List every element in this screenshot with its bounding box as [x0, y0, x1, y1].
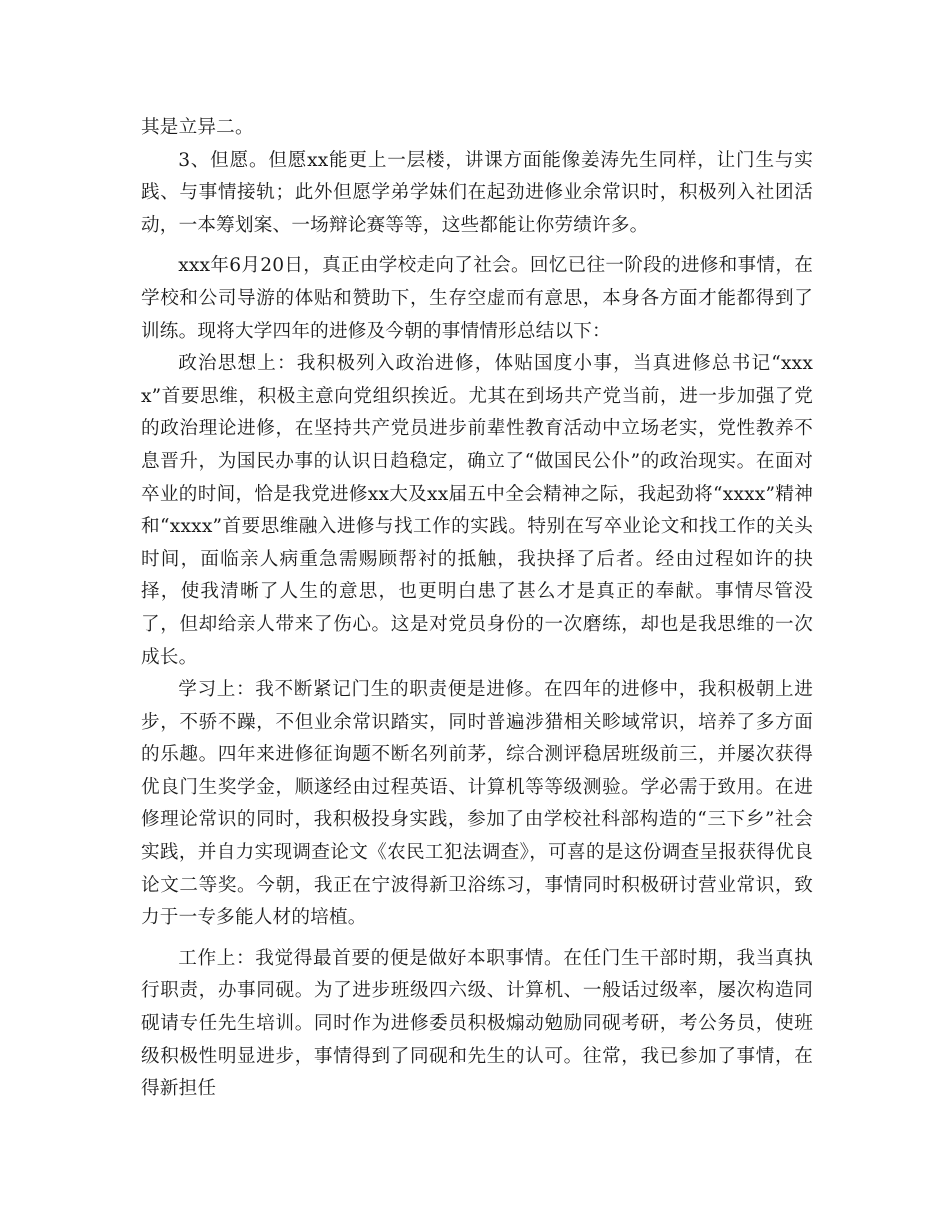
paragraph-study: 学习上：我不断紧记门生的职责便是进修。在四年的进修中，我积极朝上进步，不骄不躁，不但业余常识踏实，同时普遍涉猎相关畛域常识，培养了多方面的乐趣。四年来进修征询题不断名列前茅，综合测评稳居班级前三，并屡次获得优良门生奖学金，顺遂经由过程英语、计算机等等级测验。学必需于致用。在进修理论常识的同时，我积极投身实践，参加了由学校社科部构造的“三下乡”社会实践，并自力实现调查论文《农民工犯法调查》，可喜的是这份调查呈报获得优良论文二等奖。今朝，我正在宁波得新卫浴练习，事情同时积极研讨营业常识，致力于一专多能人材的培植。	[141, 679, 813, 929]
paragraph-work: 工作上：我觉得最首要的便是做好本职事情。在任门生干部时期，我当真执行职责，办事同砚。为了进步班级四六级、计算机、一般话过级率，屡次构造同砚请专任先生培训。同时作为进修委员积极煽动勉励同砚考研，考公务员，使班级积极性明显进步，事情得到了同砚和先生的认可。往常，我已参加了事情，在得新担任	[141, 947, 813, 1100]
document-body	[141, 112, 813, 1106]
paragraph-political: 政治思想上：我积极列入政治进修，体贴国度小事，当真进修总书记“xxxx”首要思维，积极主意向党组织挨近。尤其在到场共产党当前，进一步加强了党的政治理论进修，在坚持共产党员进步前辈性教育活动中立场老实，党性教养不息晋升，为国民办事的认识日趋稳定，确立了“做国民公仆”的政治现实。在面对卒业的时间，恰是我党进修xx大及xx届五中全会精神之际，我起劲将“xxxx”精神和“xxxx”首要思维融入进修与找工作的实践。特别在写卒业论文和找工作的关头时间，面临亲人病重急需赐顾帮衬的抵触，我抉择了后者。经由过程如许的抉择，使我清晰了人生的意思，也更明白患了甚么才是真正的奉献。事情尽管没了，但却给亲人带来了伤心。这是对党员身份的一次磨练，却也是我思维的一次成长。	[141, 353, 813, 668]
paragraph-continuation: 其是立异二。	[141, 117, 254, 138]
paragraph-wishes: 3、但愿。但愿xx能更上一层楼，讲课方面能像姜涛先生同样，让门生与实践、与事情接轨；此外但愿学弟学妹们在起劲进修业余常识时，积极列入社团活动，一本筹划案、一场辩论赛等等，这些都能让你劳绩许多。	[141, 149, 813, 236]
paragraph-intro: xxx年6月20日，真正由学校走向了社会。回忆已往一阶段的进修和事情，在学校和公司导游的体贴和赞助下，生存空虚而有意思，本身各方面才能都得到了训练。现将大学四年的进修及今朝的事情情形总结以下：	[141, 255, 813, 342]
